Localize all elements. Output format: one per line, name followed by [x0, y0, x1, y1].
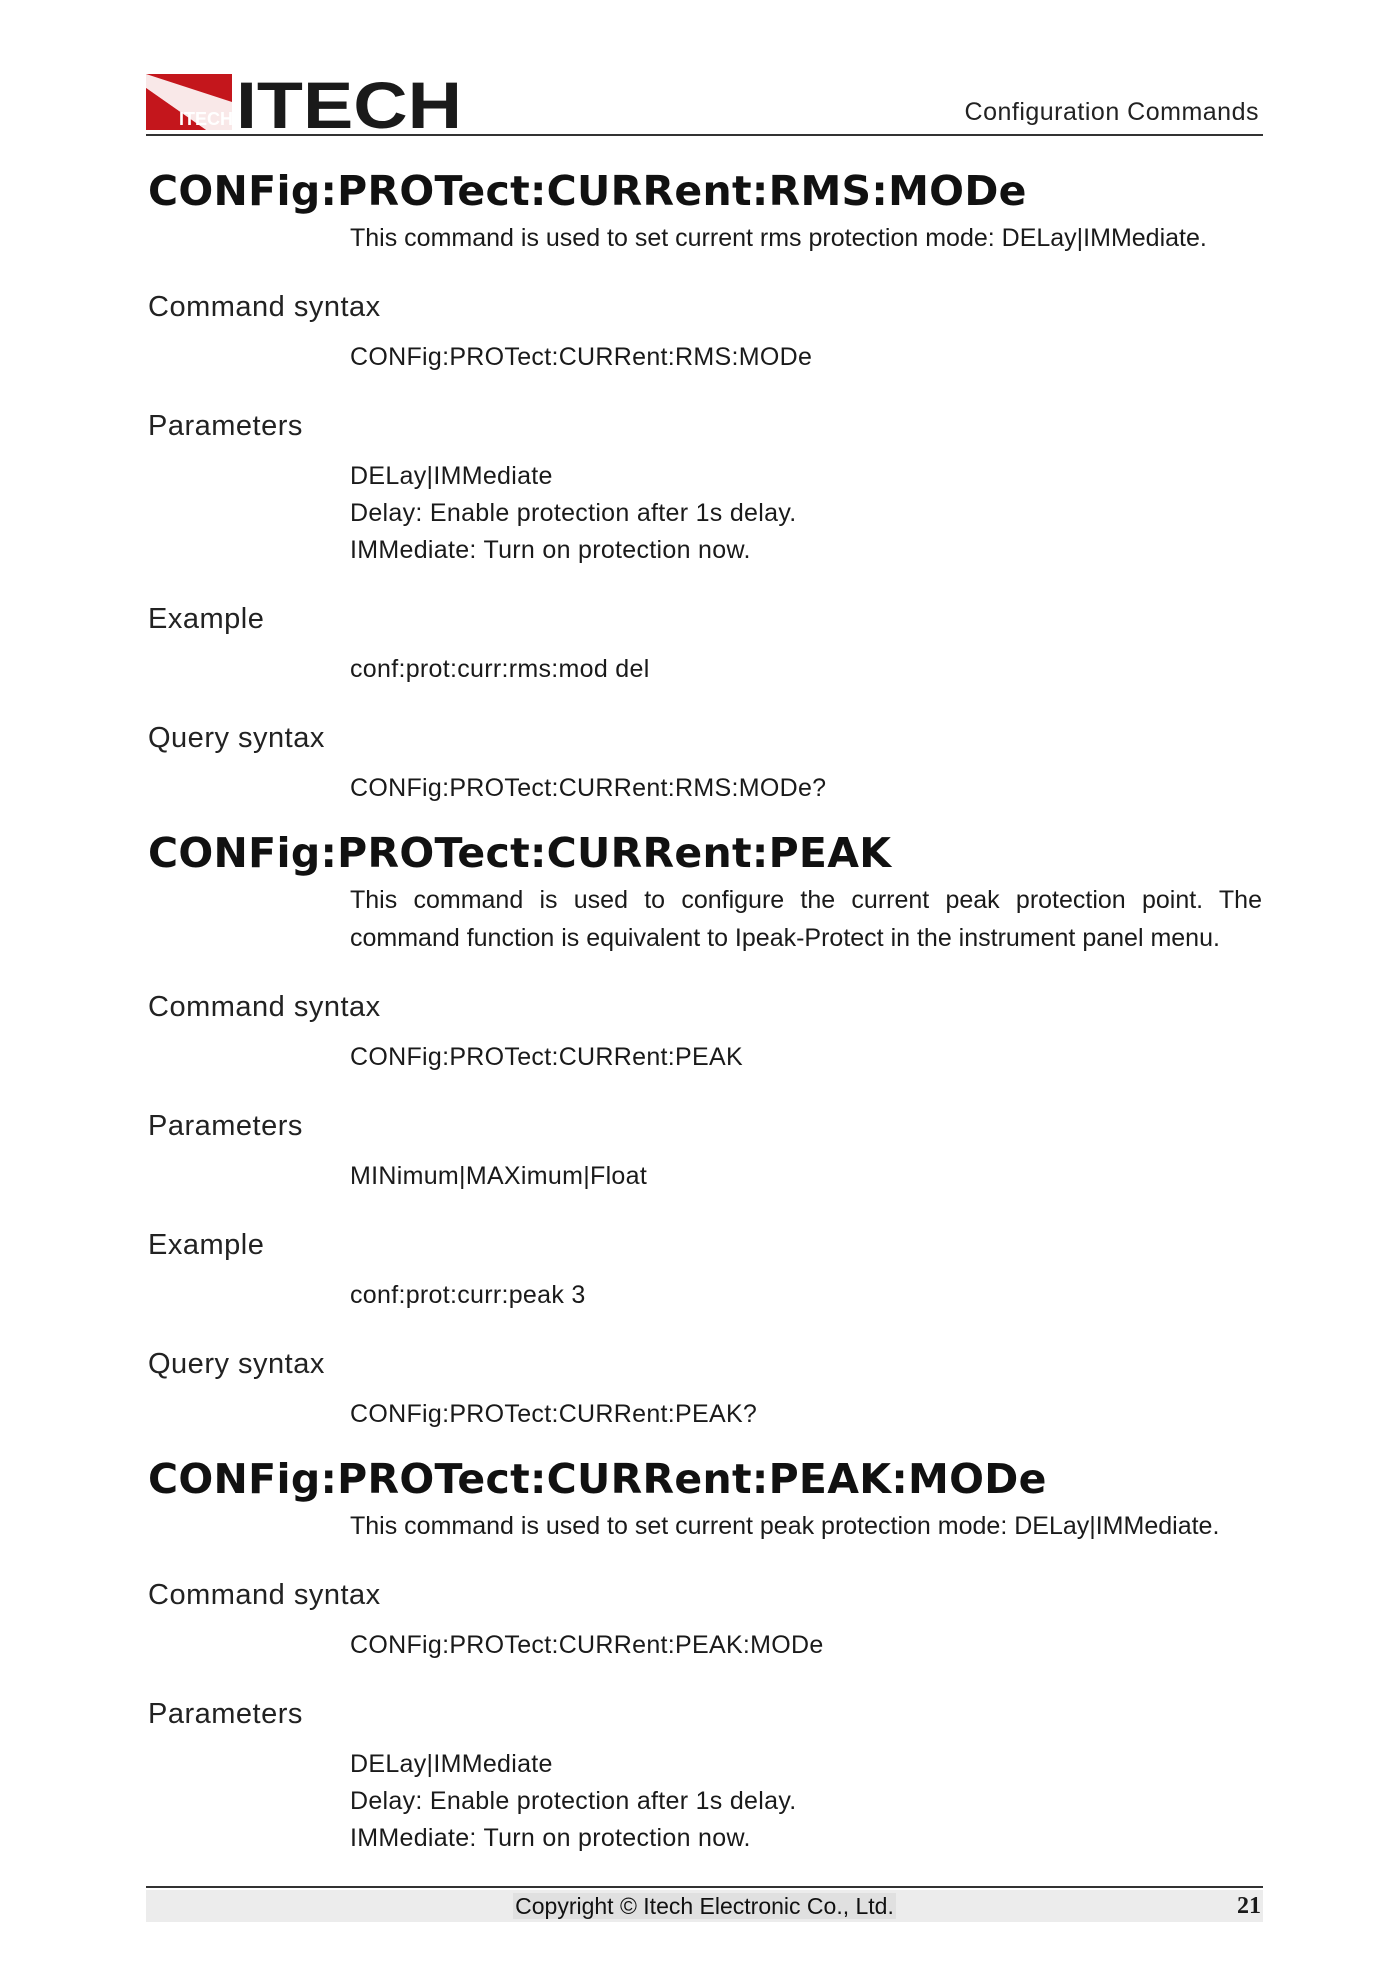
command-section-peak [148, 827, 1262, 1433]
parameters-label: Parameters [148, 1110, 303, 1142]
page-footer [146, 1886, 1263, 1919]
parameter-line: DELay|IMMediate [350, 462, 553, 490]
svg-text:ITECH: ITECH [236, 74, 462, 130]
example-code: conf:prot:curr:rms:mod del [350, 655, 650, 683]
query-syntax-label: Query syntax [148, 722, 325, 754]
command-syntax-label: Command syntax [148, 991, 381, 1023]
parameters-label: Parameters [148, 1698, 303, 1730]
command-syntax: CONFig:PROTect:CURRent:PEAK:MODe [350, 1631, 824, 1659]
header-section-title: Configuration Commands [964, 98, 1259, 126]
parameters-list [350, 1158, 1262, 1195]
parameter-line: DELay|IMMediate [350, 1750, 553, 1778]
parameter-line: MINimum|MAXimum|Float [350, 1162, 648, 1190]
example-label: Example [148, 1229, 265, 1261]
example-label: Example [148, 603, 265, 635]
command-syntax: CONFig:PROTect:CURRent:RMS:MODe [350, 343, 813, 371]
parameters-list [350, 1746, 1262, 1857]
command-section-rms-mode [148, 165, 1262, 807]
command-title: CONFig:PROTect:CURRent:PEAK:MODe [148, 1455, 1047, 1503]
parameters-list [350, 458, 1262, 569]
command-section-peak-mode [148, 1453, 1262, 1857]
copyright-text: Copyright © Itech Electronic Co., Ltd. [515, 1893, 894, 1919]
itech-logo [146, 74, 466, 130]
query-syntax-label: Query syntax [148, 1348, 325, 1380]
command-title: CONFig:PROTect:CURRent:RMS:MODe [148, 167, 1027, 215]
command-syntax: CONFig:PROTect:CURRent:PEAK [350, 1043, 743, 1071]
svg-text:ITECH: ITECH [179, 109, 233, 129]
command-description: This command is used to configure the current peak protection point. The command function is equivalent to Ipeak-Protect in the instrument panel menu. [350, 886, 1262, 952]
command-syntax-label: Command syntax [148, 291, 381, 323]
command-description: This command is used to set current peak protection mode: DELay|IMMediate. [350, 1512, 1220, 1540]
parameter-line: IMMediate: Turn on protection now. [350, 536, 751, 564]
example-code: conf:prot:curr:peak 3 [350, 1281, 586, 1309]
parameter-line: IMMediate: Turn on protection now. [350, 1824, 751, 1852]
command-title: CONFig:PROTect:CURRent:PEAK [148, 829, 892, 877]
command-syntax-label: Command syntax [148, 1579, 381, 1611]
parameters-label: Parameters [148, 410, 303, 442]
page-header [146, 70, 1263, 136]
parameter-line: Delay: Enable protection after 1s delay. [350, 1787, 797, 1815]
parameter-line: Delay: Enable protection after 1s delay. [350, 499, 797, 527]
page-number: 21 [1237, 1893, 1261, 1919]
command-description: This command is used to set current rms protection mode: DELay|IMMediate. [350, 224, 1207, 252]
query-syntax: CONFig:PROTect:CURRent:PEAK? [350, 1400, 758, 1428]
document-body [148, 165, 1262, 1877]
query-syntax: CONFig:PROTect:CURRent:RMS:MODe? [350, 774, 827, 802]
